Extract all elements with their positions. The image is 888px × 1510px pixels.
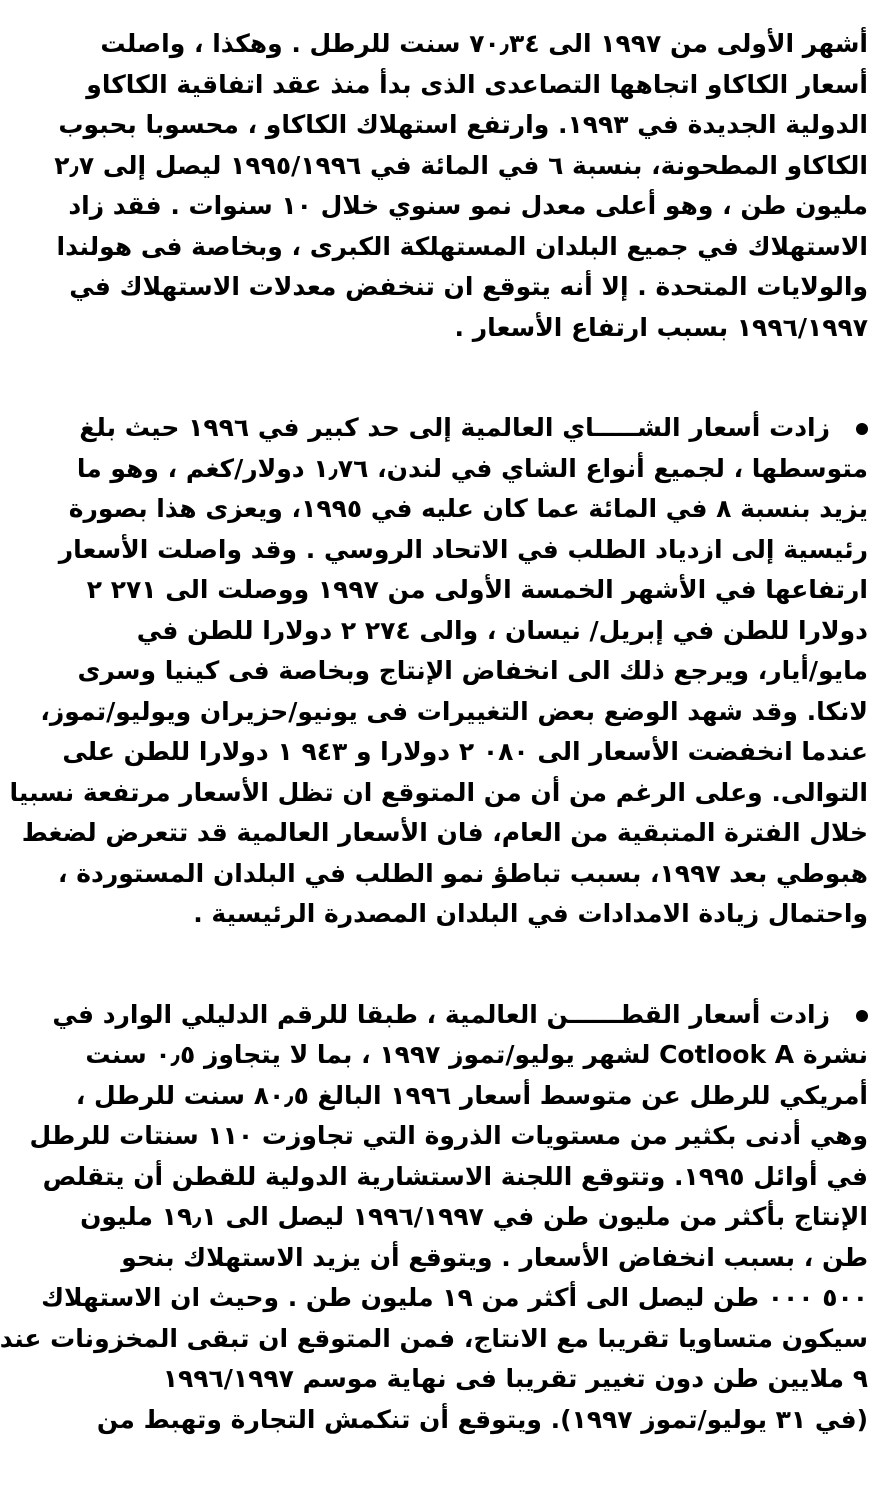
text-line: الإنتاج بأكثر من مليون طن في ١٩٩٦/١٩٩٧ ليصل الى ١٩٫١ مليون [80,1202,868,1231]
text-line: يزيد بنسبة ٨ في المائة عما كان عليه في ١٩٩٥، ويعزى هذا بصورة [68,494,868,523]
text-line: الكاكاو المطحونة، بنسبة ٦ في المائة في ١٩٩٥/١٩٩٦ ليصل إلى ٢٫٧ [54,150,868,180]
text-line: وهي أدنى بكثير من مستويات الذروة التي تجاوزت ١١٠ سنتات للرطل [29,1121,868,1150]
document-page [0,24,868,1440]
text-line: مايو/أيار، ويرجع ذلك الى انخفاض الإنتاج وبخاصة فى كينيا وسرى [77,656,868,685]
bullet-dot-icon [856,423,868,435]
text-line: متوسطها ، لجميع أنواع الشاي في لندن، ١٫٧٦ دولار/كغم ، وهو ما [76,453,868,483]
text-line: والولايات المتحدة . إلا أنه يتوقع ان تنخفض معدلات الاستهلاك في [69,272,868,301]
text-line: أشهر الأولى من ١٩٩٧ الى ٧٠٫٣٤ سنت للرطل . وهكذا ، واصلت [100,29,868,58]
text-line: دولارا للطن في إبريل/ نيسان ، والى ٢٧٤ ٢ دولارا للطن في [136,615,868,645]
text-line: ٩ ملايين طن دون تغيير تقريبا فى نهاية موسم ١٩٩٦/١٩٩٧ [162,1364,868,1393]
text-line: أمريكي للرطل عن متوسط أسعار ١٩٩٦ البالغ ٨٠٫٥ سنت للرطل ، [75,1080,868,1110]
bullet-dot-icon [856,1010,868,1022]
text-line: ٥٠٠ ٠٠٠ طن ليصل الى أكثر من ١٩ مليون طن . وحيث ان الاستهلاك [41,1283,868,1312]
text-line: في أوائل ١٩٩٥. وتتوقع اللجنة الاستشارية الدولية للقطن أن يتقلص [42,1161,868,1191]
text-line: ١٩٩٦/١٩٩٧ بسبب ارتفاع الأسعار . [454,312,868,342]
text-line: أسعار الكاكاو اتجاهها التصاعدى الذى بدأ منذ عقد اتفاقية الكاكاو [86,69,868,99]
text-line: نشرة Cotlook A لشهر يوليو/تموز ١٩٩٧ ، بما لا يتجاوز ٠٫٥ سنت [85,1040,868,1069]
text-line-content: زادت أسعار الشـــــاي العالمية إلى حد كبير في ١٩٩٦ حيث بلغ [79,413,830,442]
paragraph-gap [114,935,868,995]
text-line: طن ، بسبب انخفاض الأسعار . ويتوقع أن يزيد الاستهلاك بنحو [121,1242,868,1272]
text-line: الدولية الجديدة في ١٩٩٣. وارتفع استهلاك الكاكاو ، محسوبا بحبوب [58,110,868,139]
text-line: (في ٣١ يوليو/تموز ١٩٩٧). ويتوقع أن تنكمش التجارة وتهبط من [96,1404,868,1434]
text-line: خلال الفترة المتبقية من العام، فان الأسعار العالمية قد تتعرض لضغط [21,818,868,847]
text-line: سيكون متساويا تقريبا مع الانتاج، فمن المتوقع ان تبقى المخزونات عند [0,1323,868,1353]
text-line: واحتمال زيادة الامدادات في البلدان المصدرة الرئيسية . [193,899,868,928]
text-line: التوالى. وعلى الرغم من أن من المتوقع ان تظل الأسعار مرتفعة نسبيا [9,777,868,807]
paragraph-cocoa [54,24,868,348]
text-line: الاستهلاك في جميع البلدان المستهلكة الكبرى ، وبخاصة فى هولندا [56,231,868,261]
paragraph-gap [114,348,868,408]
text-line-content: زادت أسعار القطــــــن العالمية ، طبقا للرقم الدليلي الوارد في [52,999,830,1029]
text-line: ارتفاعها في الأشهر الخمسة الأولى من ١٩٩٧ ووصلت الى ٢٧١ ٢ [86,575,868,604]
text-line: عندما انخفضت الأسعار الى ٠٨٠ ٢ دولارا و ٩٤٣ ١ دولارا للطن على [62,737,868,766]
text-line [79,408,868,449]
text-line [52,995,868,1036]
paragraph-tea [9,408,868,935]
text-line: رئيسية إلى ازدياد الطلب في الاتحاد الروسي . وقد واصلت الأسعار [58,534,868,564]
text-line: هبوطي بعد ١٩٩٧، بسبب تباطؤ نمو الطلب في البلدان المستوردة ، [58,858,868,888]
text-line: لانكا. وقد شهد الوضع بعض التغييرات فى يونيو/حزيران ويوليو/تموز، [40,696,868,726]
paragraph-cotton [0,995,868,1441]
text-line: مليون طن ، وهو أعلى معدل نمو سنوي خلال ١٠ سنوات . فقد زاد [68,191,868,220]
